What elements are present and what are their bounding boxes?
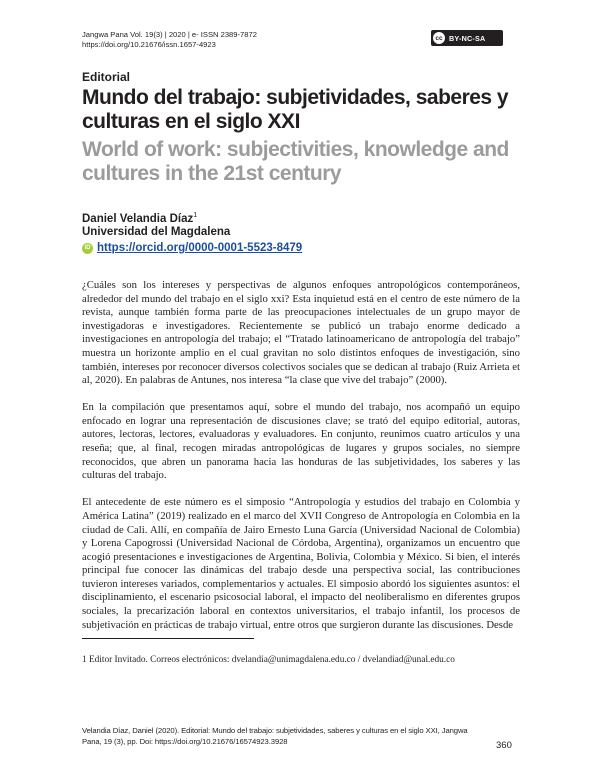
page-number: 360 — [496, 740, 512, 751]
orcid-icon: iD — [82, 243, 93, 254]
author-affiliation: Universidad del Magdalena — [82, 226, 231, 238]
footnote-divider — [82, 638, 254, 639]
article-body — [82, 279, 520, 646]
journal-volume-line: Jangwa Pana Vol. 19(3) | 2020 | e- ISSN 2389-7872 — [82, 30, 257, 39]
section-label: Editorial — [82, 70, 131, 84]
cc-icon: cc — [433, 32, 445, 44]
orcid-line — [82, 240, 302, 256]
orcid-link[interactable]: https://orcid.org/0000-0001-5523-8479 — [97, 242, 303, 254]
journal-doi-line[interactable]: https://doi.org/10.21676/issn.1657-4923 — [82, 40, 216, 49]
footnote: 1 Editor Invitado. Correos electrónicos: dvelandia@unimagdalena.edu.co / dvelandiad@unal.edu.co — [82, 655, 455, 665]
journal-header — [82, 30, 257, 50]
body-paragraph-3: El antecedente de este número es el simposio “Antropología y estudios del trabajo en Colombia y América Latina” (2019) realizado en el marco del XVII Congreso de Antropología en Colombia en la ciudad de Cali. Allí, en compañía de Jairo Ernesto Luna García (Universidad Nacional de Colombia) y Lorena Capogrossi (Universidad Nacional de Córdoba, Argentina), organizamos un encuentro que acogió presentaciones e investigaciones de Argentina, Bolivia, Colombia y México. Si bien, el interés principal fue conocer las dinámicas del trabajo desde una perspectiva social, las contribuciones tuvieron intereses variados, complementarios y actuales. El simposio abordó los siguientes asuntos: el disciplinamiento, el escenario psicosocial laboral, el impacto del neoliberalismo en diferentes grupos sociales, la precarización laboral en contextos universitarios, el trabajo infantil, los procesos de subjetivación en prácticas de trabajo virtual, entre otros que surgieron durante las discusiones. Desde — [82, 496, 520, 631]
citation-line-1: Velandia Díaz, Daniel (2020). Editorial: Mundo del trabajo: subjetividades, saberes y culturas en el siglo XXI, Jangwa — [82, 726, 468, 735]
article-title-english: World of work: subjectivities, knowledge and cultures in the 21st century — [82, 138, 509, 185]
license-badge[interactable] — [431, 30, 503, 46]
article-title-spanish: Mundo del trabajo: subjetividades, saberes y culturas en el siglo XXI — [82, 86, 509, 133]
author-footnote-marker[interactable]: 1 — [193, 212, 198, 219]
body-paragraph-2: En la compilación que presentamos aquí, sobre el mundo del trabajo, nos acompañó un equipo enfocado en lograr una representación de discusiones clave; se trató del equipo editorial, autoras, autores, lectoras, lectores, evaluadoras y evaluadores. En conjunto, reunimos cuatro artículos y una reseña; que, al final, recogen miradas antropológicas de lugares y grupos sociales, no siempre reconocidos, que abren un panorama hacia las honduras de las subjetividades, los saberes y las culturas del trabajo. — [82, 401, 520, 482]
citation-line-2: Pana, 19 (3), pp. Doi: https://doi.org/10.21676/16574923.3928 — [82, 737, 288, 746]
body-paragraph-1: ¿Cuáles son los intereses y perspectivas de algunos enfoques antropológicos contemporáneos, alrededor del mundo del trabajo en el siglo xxi? Esta inquietud está en el centro de este número de la revista, aunque también forma parte de las preocupaciones intelectuales de un grupo mayor de investigadoras e investigadores. Recientemente se publicó un trabajo enorme dedicado a investigaciones en antropología del trabajo; el “Tratado latinoamericano de antropología del trabajo” muestra un horizonte amplio en el cual gravitan no solo distintos enfoques de investigación, sino también, intereses por reconocer diversos colectivos sociales que se dedican al trabajo (Ruiz Arrieta et al, 2020). En palabras de Antunes, nos interesa “la clase que vive del trabajo” (2000). — [82, 279, 520, 387]
author-name-text: Daniel Velandia Díaz — [82, 212, 194, 225]
license-badge-text: BY-NC-SA — [449, 33, 486, 43]
citation-footer — [82, 725, 502, 747]
